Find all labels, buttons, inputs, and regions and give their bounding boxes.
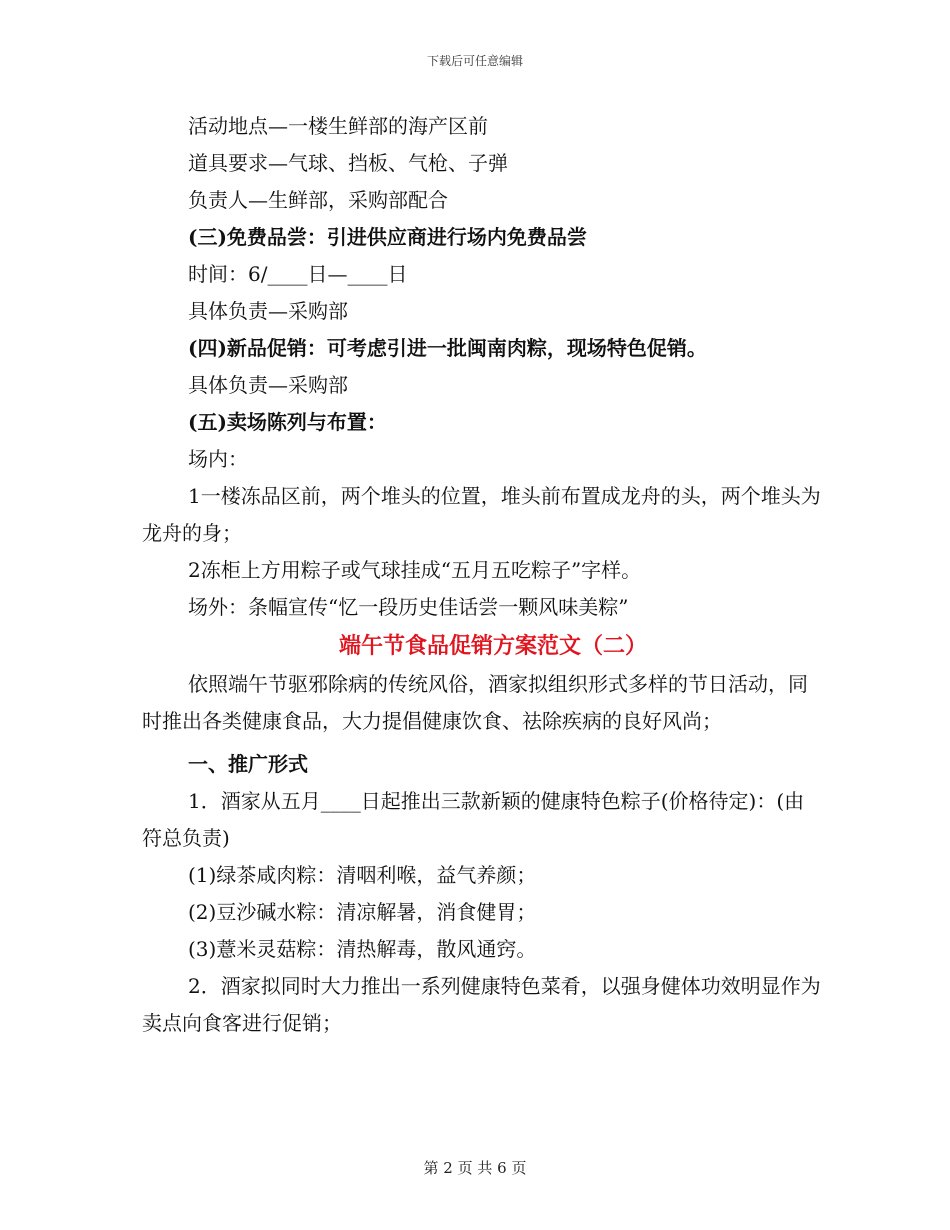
- paragraph: 2．酒家拟同时大力推出一系列健康特色菜肴，以强身健体功效明显作为卖点向食客进行促销；: [142, 974, 821, 1035]
- paragraph: 场外：条幅宣传“忆一段历史佳话尝一颗风味美粽”: [188, 595, 629, 619]
- list-item: (3)薏米灵菇粽：清热解毒，散风通窍。: [188, 937, 537, 961]
- list-item: (1)绿茶咸肉粽：清咽利喉，益气养颜；: [188, 863, 537, 887]
- page-footer: 第 2 页 共 6 页: [423, 1159, 527, 1177]
- section-title: 端午节食品促销方案范文（二）: [338, 633, 647, 659]
- paragraph: 活动地点—一楼生鲜部的海产区前: [188, 114, 488, 138]
- paragraph: 1．酒家从五月____日起推出三款新颖的健康特色粽子(价格待定)：(由符总负责): [142, 789, 805, 850]
- paragraph: 时间：6/____日—____日: [188, 262, 408, 286]
- paragraph: 具体负责—采购部: [188, 373, 348, 397]
- paragraph: 具体负责—采购部: [188, 299, 348, 323]
- paragraph: 依照端午节驱邪除病的传统风俗，酒家拟组织形式多样的节日活动，同时推出各类健康食品，大力提倡健康饮食、祛除疾病的良好风尚；: [142, 672, 808, 733]
- list-item: (2)豆沙碱水粽：清凉解暑，消食健胃；: [188, 900, 537, 924]
- subheading: (四)新品促销：可考虑引进一批闽南肉粽，现场特色促销。: [188, 336, 707, 360]
- paragraph: 场内：: [188, 447, 248, 471]
- subheading: 一、推广形式: [188, 752, 308, 776]
- paragraph: 负责人—生鲜部，采购部配合: [188, 188, 448, 212]
- paragraph: 道具要求—气球、挡板、气枪、子弹: [188, 151, 508, 175]
- document-body: [142, 108, 822, 1042]
- subheading: (三)免费品尝：引进供应商进行场内免费品尝: [188, 225, 587, 249]
- subheading: (五)卖场陈列与布置：: [188, 410, 387, 434]
- paragraph: 1一楼冻品区前，两个堆头的位置，堆头前布置成龙舟的头，两个堆头为龙舟的身；: [142, 484, 821, 545]
- paragraph: 2冻柜上方用粽子或气球挂成“五月五吃粽子”字样。: [188, 558, 642, 582]
- page-header: 下载后可任意编辑: [426, 54, 523, 68]
